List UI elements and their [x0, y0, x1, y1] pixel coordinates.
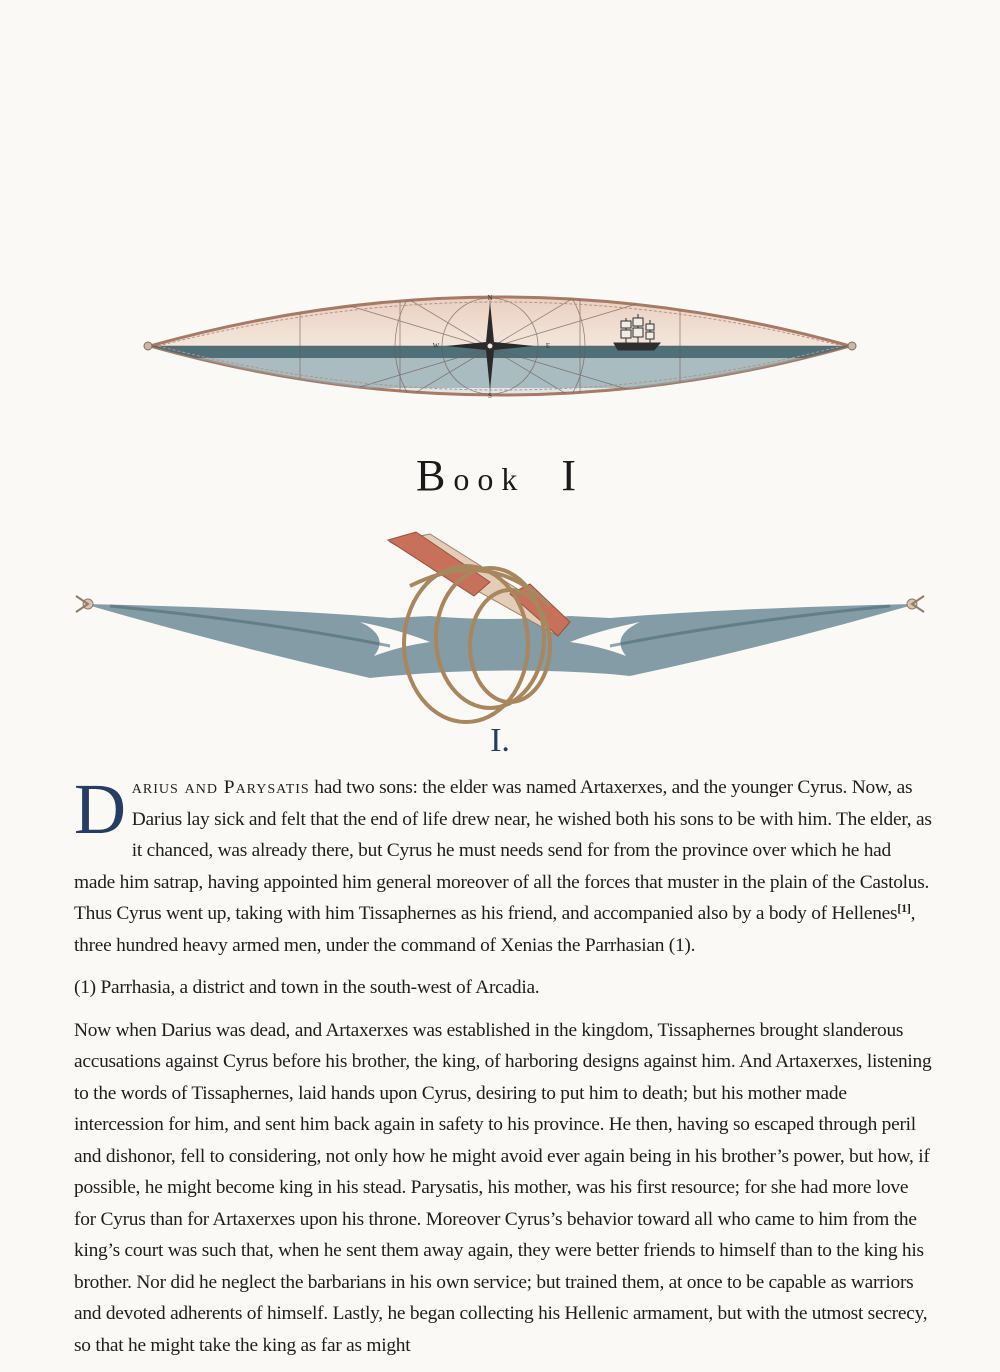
footnote-reference-link[interactable]: [1]	[897, 901, 911, 915]
chapter-number: I.	[490, 722, 510, 759]
body-text	[74, 769, 934, 1372]
compass-south-label: S	[488, 392, 492, 400]
scroll-rope-telescope-illustration	[70, 526, 930, 736]
book-title-word: ook	[453, 461, 526, 497]
book-title-numeral: I	[561, 451, 584, 500]
knot-left-icon	[76, 596, 93, 612]
footnote-text: (1) Parrhasia, a district and town in the south-west of Arcadia.	[74, 977, 540, 998]
compass-east-label: E	[545, 342, 551, 350]
knot-right-icon	[907, 596, 924, 612]
small-caps-lead: arius and Parysatis	[131, 777, 310, 798]
book-title	[0, 450, 1000, 501]
paragraph-1-text-a: had two sons: the elder was named Artaxerxes, and the younger Cyrus. Now, as Darius lay sick and felt that the end of life drew near, he wished both his sons to be with him. The elder, as it chanced, was already there, but Cyrus he must needs send for from the province over which he had made him satrap, having appointed him general moreover of all the forces that muster in the plain of the Castolus. Thus Cyrus went up, taking with him Tissaphernes as his friend, and accompanied also by a body of Hellenes	[74, 777, 932, 924]
book-title-initial: B	[415, 451, 454, 500]
paragraph-1-text-b: , three hundred heavy armed men, under the command of Xenias the Parrhasian (1).	[74, 903, 916, 956]
compass-west-label: W	[432, 342, 440, 350]
paragraph-1	[74, 769, 934, 961]
compass-north-label: N	[487, 294, 493, 302]
compass-banner-illustration	[140, 288, 860, 408]
paragraph-2: Now when Darius was dead, and Artaxerxes was established in the kingdom, Tissaphernes brought slanderous accusations against Cyrus before his brother, the king, of harboring designs against him. And Artaxerxes, listening to the words of Tissaphernes, laid hands upon Cyrus, desiring to put him to death; but his mother made intercession for him, and sent him back again in safety to his province. He then, having so escaped through peril and dishonor, fell to considering, not only how he might avoid ever again being in his brother’s power, but how, if possible, he might become king in his stead. Parysatis, his mother, was his first resource; for she had more love for Cyrus than for Artaxerxes upon his throne. Moreover Cyrus’s behavior toward all who came to him from the king’s court was such that, when he sent them away again, they were better friends to himself than to the king his brother. Nor did he neglect the barbarians in his own service; but trained them, at once to be capable as warriors and devoted adherents of himself. Lastly, he began collecting his Hellenic armament, but with the utmost secrecy, so that he might take the king as far as might	[74, 1019, 932, 1356]
drop-cap: D	[74, 769, 126, 849]
